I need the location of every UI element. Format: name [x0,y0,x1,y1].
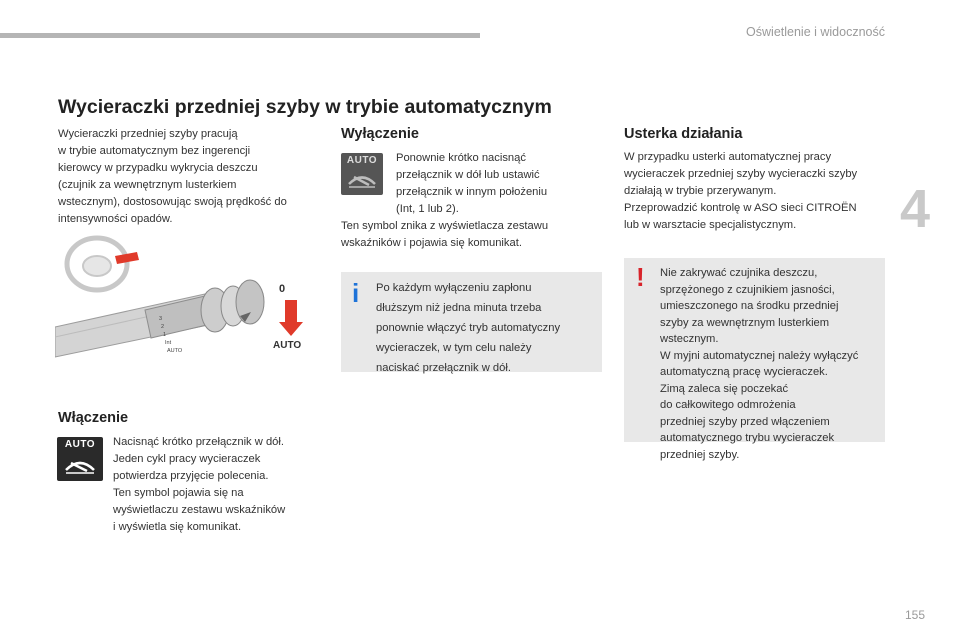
auto-wiper-icon-on-label: AUTO [64,439,96,450]
illustration-bottom-marker: AUTO [273,340,302,351]
enable-text: Nacisnąć krótko przełącznik w dół. Jeden cykl pracy wycieraczek potwierdza przyjęcie polecenia. Ten symbol pojawia się na wyświetlaczu zestawu wskaźników i wyświetla się komunikat. [113,436,286,533]
steering-wheel-icon [67,238,139,290]
intro-text: Wycieraczki przedniej szyby pracują w trybie automatycznym bez ingerencji kierowcy w przypadku wykrycia deszczu (czujnik za wewnętrznym lusterkiem wstecznym), dostosowując swoją prędkość do intensywności opadów. [58,128,287,225]
auto-wiper-icon-off-label: AUTO [346,155,378,166]
warning-icon: ! [636,262,645,292]
info-icon: i [352,278,360,308]
enable-section-title: Włączenie [58,410,129,426]
info-note-text: Po każdym wyłączeniu zapłonu dłuższym niż jedna minuta trzeba ponownie włączyć tryb automatyczny wycieraczek, w tym celu należy naciskać przełącznik w dół. [376,282,561,374]
fault-section-title: Usterka działania [624,126,743,142]
disable-after-text: Ten symbol znika z wyświetlacza zestawu wskaźników i pojawia się komunikat. [341,220,549,249]
stalk-position-1: 1 [163,332,167,338]
stalk-position-3: 3 [159,316,163,322]
illustration-top-marker: 0 [279,283,286,295]
fault-text: W przypadku usterki automatycznej pracy wycieraczek przedniej szyby wycieraczki szyby działają w trybie przerywanym. Przeprowadzić kontrolę w ASO sieci CITROËN lub w warsztacie specjalistycznym. [624,151,858,231]
stalk-position-int: Int [165,340,172,346]
disable-text: Ponownie krótko nacisnąć przełącznik w dół lub ustawić przełącznik w innym położeniu (Int, 1 lub 2). [396,152,548,215]
section-header: Oświetlenie i widoczność [746,25,885,39]
top-divider-bar [0,33,480,38]
stalk-position-2: 2 [161,324,165,330]
page-number: 155 [905,608,926,622]
stalk-position-auto: AUTO [167,348,183,354]
warning-note-text: Nie zakrywać czujnika deszczu, sprzężonego z czujnikiem jasności, umieszczonego na środku przedniej szyby za wewnętrznym lusterkiem wstecznym. W myjni automatycznej należy wyłączyć automatyczną pracę wycieraczek. Zimą zaleca się poczekać do całkowitego odmrożenia przedniej szyby przed włączeniem automatycznego trybu wycieraczek przedniej szyby. [660,267,859,461]
page-title: Wycieraczki przedniej szyby w trybie automatycznym [58,96,552,118]
disable-section-title: Wyłączenie [341,126,419,142]
auto-wiper-icon-off [341,153,383,195]
auto-wiper-icon-on [57,437,103,481]
wiper-stalk-illustration [55,232,305,372]
chapter-number: 4 [900,179,931,239]
